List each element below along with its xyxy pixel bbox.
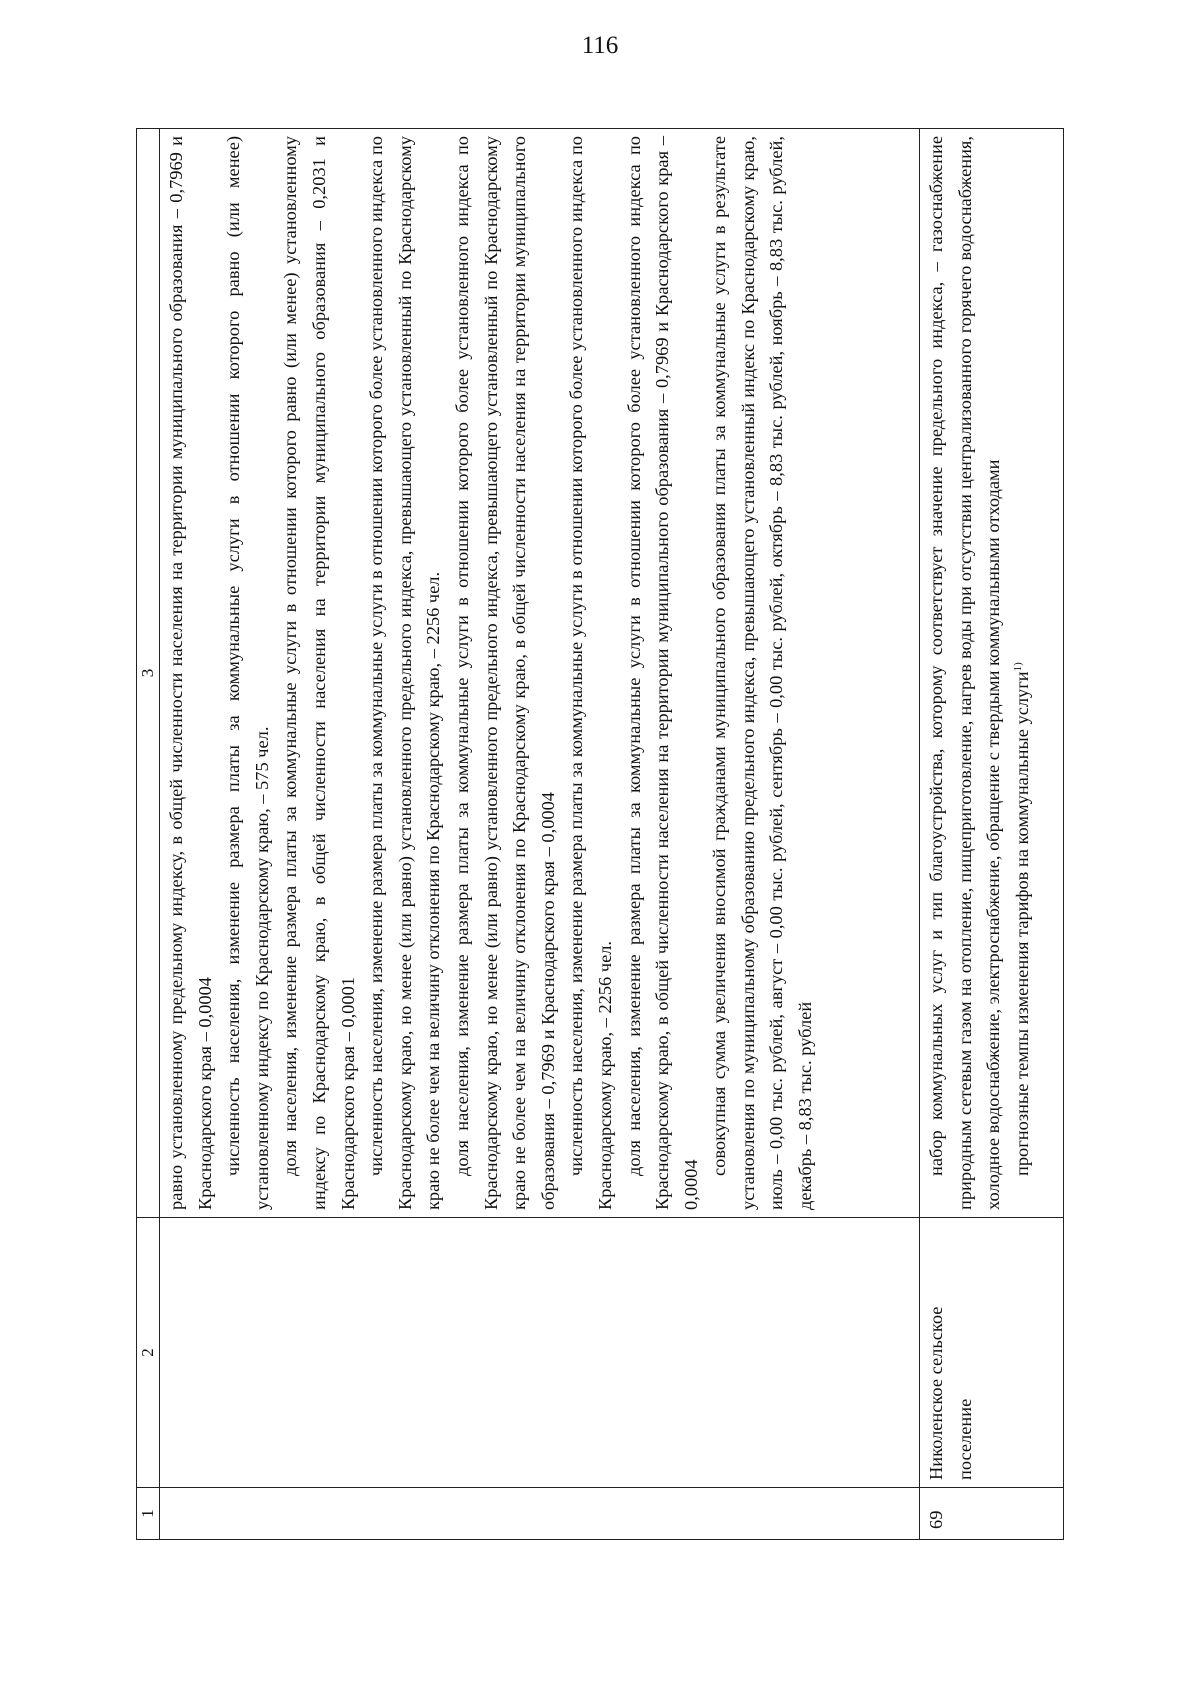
paragraph: [1008, 136, 1037, 1210]
row-name: [160, 1218, 920, 1488]
row-name: Николенское сельское поселение: [920, 1218, 1064, 1488]
table-header-row: [137, 129, 160, 1540]
paragraph: численность населения, изменение размера платы за коммунальные услуги в отношении которого более установленного индекса по Краснодарскому краю, – 2256 чел.: [566, 136, 615, 1210]
paragraph: доля населения, изменение размера платы за коммунальные услуги в отношении которого равно (или менее) установленному индексу по Краснодарскому краю, в общей численности населения на территории муниципального образования – 0,2031 и Краснодарского края – 0,0001: [280, 136, 358, 1210]
header-cell-1: 1: [137, 1488, 160, 1540]
paragraph: доля населения, изменение размера платы за коммунальные услуги в отношении которого более установленного индекса по Краснодарскому краю, но менее (или равно) установленного предельного индекса, превышающего установленный по Краснодарскому краю не более чем на величину отклонения по Краснодарскому краю, в общей численности населения на территории муниципального образования – 0,7969 и Краснодарского края – 0,0004: [451, 136, 558, 1210]
paragraph: равно установленному предельному индексу, в общей численности населения на территории муниципального образования – 0,7969 и Краснодарского края – 0,0004: [166, 136, 215, 1210]
data-table: [136, 128, 1064, 1540]
rotated-table-wrapper: [136, 128, 1064, 1540]
page-number: 116: [581, 32, 619, 59]
row-number: [160, 1488, 920, 1540]
paragraph-text: прогнозные темпы изменения тарифов на коммунальные услуги: [1011, 671, 1032, 1176]
paragraph: численность населения, изменение размера платы за коммунальные услуги в отношении которого равно (или менее) установленному индексу по Краснодарскому краю, – 575 чел.: [223, 136, 272, 1210]
row-number: 69: [920, 1488, 1064, 1540]
header-cell-3: 3: [137, 129, 160, 1218]
header-cell-2: 2: [137, 1218, 160, 1488]
paragraph: численность населения, изменение размера платы за коммунальные услуги в отношении которого более установленного индекса по Краснодарскому краю, но менее (или равно) установленного предельного индекса, превышающего установленный по Краснодарскому краю не более чем на величину отклонения по Краснодарскому краю, – 2256 чел.: [366, 136, 444, 1210]
footnote-marker: 1): [1011, 662, 1024, 672]
row-description: [160, 129, 920, 1218]
table-row: [920, 129, 1064, 1540]
paragraph: набор коммунальных услуг и тип благоустройства, которому соответствует значение предельного индекса, – газоснабжение природным сетевым газом на отопление, пищеприготовление, нагрев воды при отсутствии централизованного горячего водоснабжения, холодное водоснабжение, электроснабжение, обращение с твердыми коммунальными отходами: [926, 136, 1004, 1210]
paragraph: совокупная сумма увеличения вносимой гражданами муниципального образования платы за коммунальные услуги в результате установления по муниципальному образованию предельного индекса, превышающего установленный индекс по Краснодарскому краю, июль – 0,00 тыс. рублей, август – 0,00 тыс. рублей, сентябрь – 0,00 тыс. рублей, октябрь – 8,83 тыс. рублей, ноябрь – 8,83 тыс. рублей, декабрь – 8,83 тыс. рублей: [709, 136, 816, 1210]
row-description: [920, 129, 1064, 1218]
table-row: [160, 129, 920, 1540]
paragraph: доля населения, изменение размера платы за коммунальные услуги в отношении которого более установленного индекса по Краснодарскому краю, в общей численности населения на территории муниципального образования – 0,7969 и Краснодарского края – 0,0004: [623, 136, 701, 1210]
